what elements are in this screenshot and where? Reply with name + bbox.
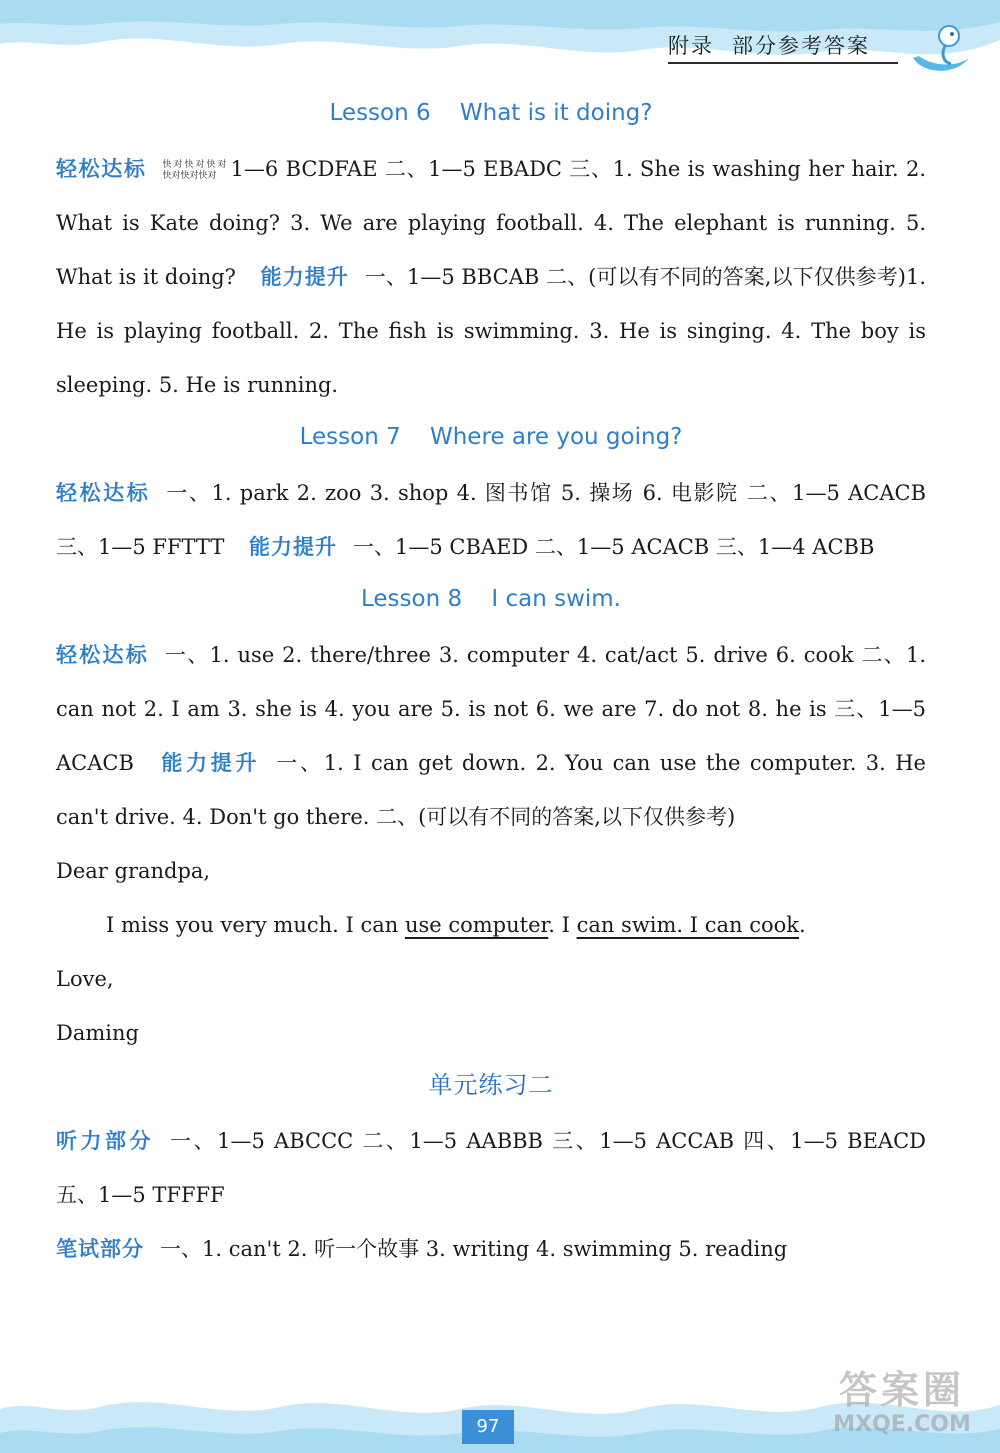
header-title xyxy=(668,30,898,64)
lesson7-title: Lesson 7 Where are you going? xyxy=(299,424,683,450)
lesson6-tiny-note: 快对快对快对 快对快对快对 xyxy=(162,160,227,181)
lesson8-basic-answers: 一、1. use 2. there/three 3. computer 4. cat/act 5. drive 6. cook 二、1. can not 2. I am 3. she is 4. you are 5. is not 6. we are 7. do not 8. he is 三、1—5 ACACB xyxy=(56,643,926,775)
letter-signature: Daming xyxy=(56,1021,139,1045)
lesson7-basic-label: 轻松达标 xyxy=(56,481,151,505)
letter-closing: Love, xyxy=(56,967,114,991)
lesson7-answers xyxy=(56,466,926,574)
letter-body-end: . xyxy=(799,913,806,937)
mascot-icon xyxy=(905,18,975,78)
unit2-listening-answers: 一、1—5 ABCCC 二、1—5 AABBB 三、1—5 ACCAB 四、1—5 BEACD 五、1—5 TFFFF xyxy=(56,1129,926,1207)
unit2-written-answers: 一、1. can't 2. 听一个故事 3. writing 4. swimming 5. reading xyxy=(160,1237,788,1261)
watermark-logo: 答案圈 xyxy=(838,1368,965,1412)
lesson6-advanced-label: 能力提升 xyxy=(260,265,349,289)
lesson6-title: Lesson 6 What is it doing? xyxy=(329,100,653,126)
unit2-listening-label: 听力部分 xyxy=(56,1129,155,1153)
letter-body xyxy=(56,898,926,952)
lesson6-answers xyxy=(56,142,926,412)
lesson6-advanced-answers: 一、1—5 BBCAB 二、(可以有不同的答案,以下仅供参考)1. He is playing football. 2. The fish is swimming. 3. He is singing. 4. The boy is sleeping. 5. He is running. xyxy=(56,265,927,397)
lesson6-basic-answers: 1—6 BCDFAE 二、1—5 EBADC 三、1. She is washing her hair. 2. What is Kate doing? 3. We are playing football. 4. The elephant is running. 5. What is it doing? xyxy=(56,157,926,289)
page-number: 97 xyxy=(462,1410,514,1444)
lesson8-advanced-answers: 一、1. I can get down. 2. You can use the computer. 3. He can't drive. 4. Don't go there. 二、(可以有不同的答案,以下仅供参考) xyxy=(56,751,926,829)
unit2-title: 单元练习二 xyxy=(428,1071,554,1099)
letter-fill-2: can swim. I can cook xyxy=(576,913,800,937)
watermark-url: MXQE.COM xyxy=(833,1412,971,1437)
header-answers: 部分参考答案 xyxy=(732,34,870,58)
unit2-written xyxy=(56,1222,926,1276)
header-appendix: 附录 xyxy=(668,34,714,58)
lesson8-basic-label: 轻松达标 xyxy=(56,643,150,667)
lesson7-advanced-label: 能力提升 xyxy=(249,535,338,559)
answer-content xyxy=(56,88,926,1276)
lesson8-title: Lesson 8 I can swim. xyxy=(361,586,621,612)
lesson7-basic-answers: 一、1. park 2. zoo 3. shop 4. 图书馆 5. 操场 6. 电影院 二、1—5 ACACB 三、1—5 FFTTT xyxy=(56,481,926,559)
lesson7-advanced-answers: 一、1—5 CBAED 二、1—5 ACACB 三、1—4 ACBB xyxy=(353,535,875,559)
letter-greeting: Dear grandpa, xyxy=(56,859,211,883)
lesson6-basic-label: 轻松达标 xyxy=(56,157,147,181)
lesson8-answers xyxy=(56,628,926,844)
lesson8-advanced-label: 能力提升 xyxy=(161,751,261,775)
letter-body-mid: . I xyxy=(548,913,577,937)
letter-body-start: I miss you very much. I can xyxy=(106,913,405,937)
unit2-written-label: 笔试部分 xyxy=(56,1237,144,1261)
watermark xyxy=(812,1368,992,1448)
letter-fill-1: use computer xyxy=(404,913,549,937)
unit2-listening xyxy=(56,1114,926,1222)
